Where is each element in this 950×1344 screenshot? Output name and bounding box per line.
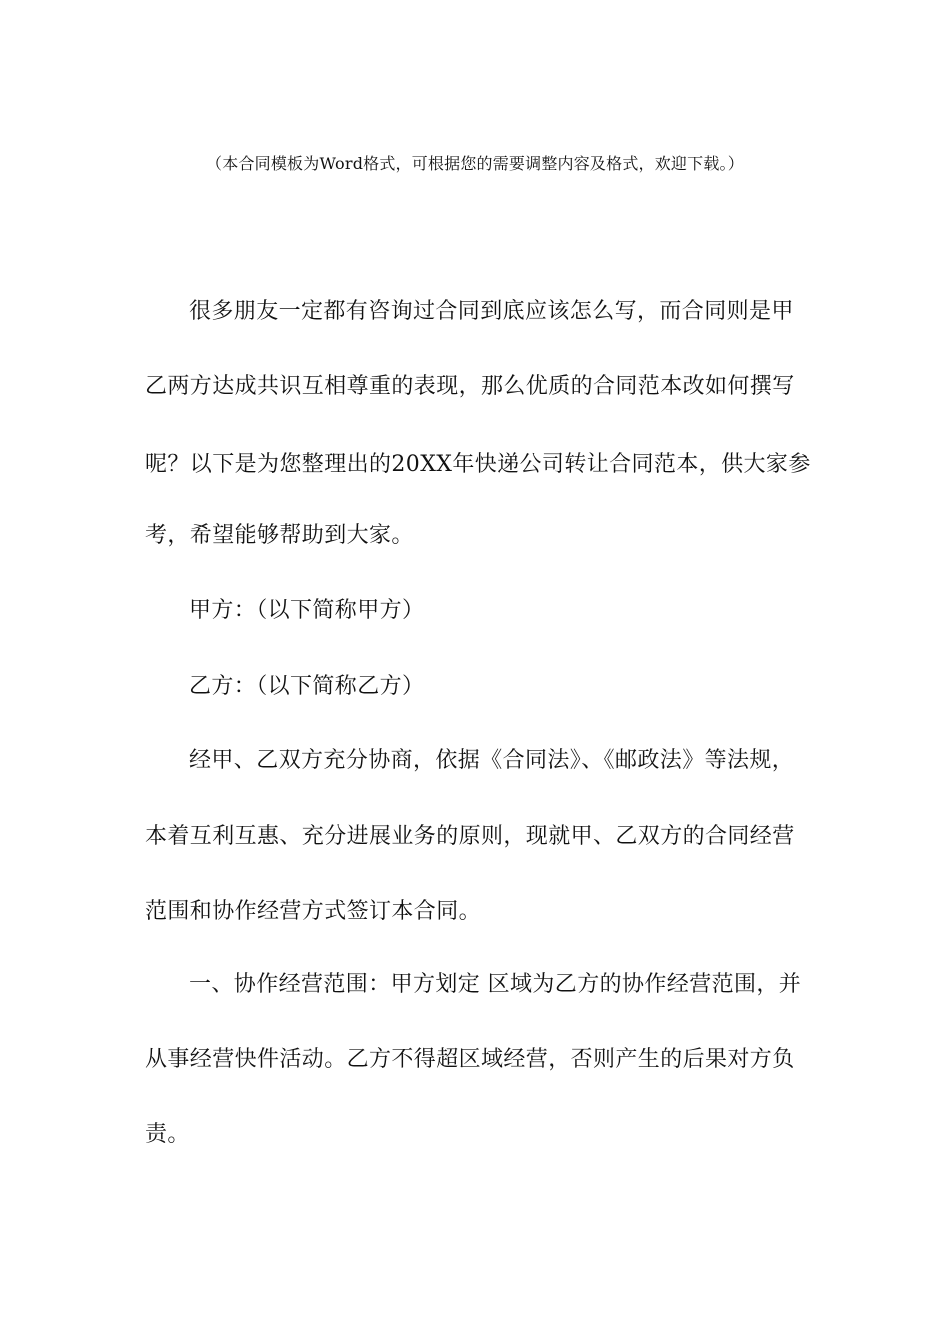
party-a-line: 甲方：（以下简称甲方） — [189, 598, 425, 623]
paragraph-line: 很多朋友一定都有咨询过合同到底应该怎么写，而合同则是甲 — [189, 299, 794, 324]
paragraph-line: 范围和协作经营方式签订本合同。 — [145, 899, 482, 924]
clause-line: 责。 — [145, 1122, 190, 1147]
paragraph-line: 经甲、乙双方充分协商，依据《合同法》、《邮政法》等法规， — [189, 748, 795, 773]
template-note: （本合同模板为Word格式，可根据您的需要调整内容及格式，欢迎下载。） — [206, 154, 744, 173]
paragraph-line: 本着互利互惠、充分进展业务的原则，现就甲、乙双方的合同经营 — [145, 824, 795, 849]
clause-line: 一、协作经营范围：甲方划定 区域为乙方的协作经营范围，并 — [189, 972, 802, 997]
paragraph-line: 呢？以下是为您整理出的20XX年快递公司转让合同范本，供大家参 — [145, 452, 811, 477]
party-b-line: 乙方：（以下简称乙方） — [189, 674, 425, 699]
paragraph-line: 考，希望能够帮助到大家。 — [145, 523, 414, 548]
clause-line: 从事经营快件活动。乙方不得超区域经营，否则产生的后果对方负 — [145, 1047, 795, 1072]
paragraph-line: 乙两方达成共识互相尊重的表现，那么优质的合同范本改如何撰写 — [145, 374, 795, 399]
